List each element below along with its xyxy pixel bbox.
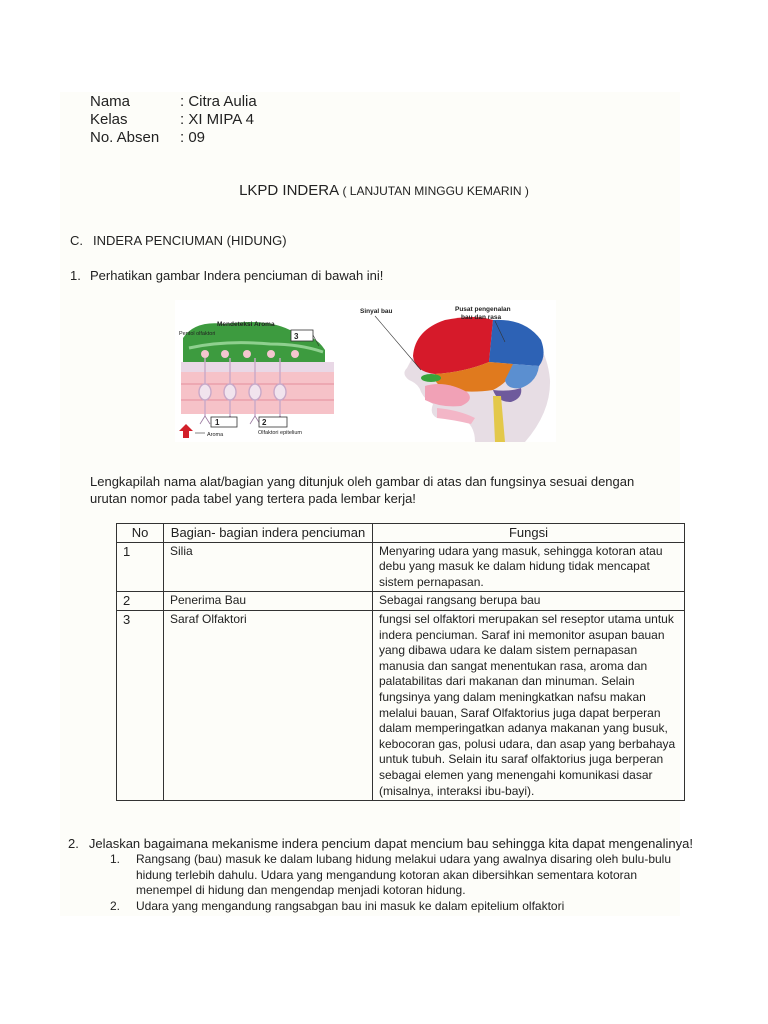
class-label: Kelas xyxy=(90,111,128,128)
section-text: INDERA PENCIUMAN (HIDUNG) xyxy=(93,233,287,248)
section-heading xyxy=(70,233,287,248)
olfactory-epithelium-panel xyxy=(175,300,335,442)
list-item xyxy=(110,899,680,915)
row-no: 3 xyxy=(117,610,164,800)
row-part: Saraf Olfaktori xyxy=(164,610,373,800)
instruction-text: Lengkapilah nama alat/bagian yang ditunjuk oleh gambar di atas dan fungsinya sesuai dengan urutan nomor pada tabel yang tertera pada lembar kerja! xyxy=(90,474,635,506)
answer-text: Rangsang (bau) masuk ke dalam lubang hidung melakui udara yang awalnya disaring oleh bulu-bulu hidung terlebih dahulu. Udara yang mengandung kotoran akan dibersihkan sementara kotoran menempel di hidung dan mengendap menjadi kotoran hidung. xyxy=(136,852,672,897)
name-value: : Citra Aulia xyxy=(180,93,257,110)
figure-box-1: 1 xyxy=(215,418,220,427)
brain-head-panel xyxy=(336,300,556,442)
figure-box-2: 2 xyxy=(262,418,267,427)
row-part: Penerima Bau xyxy=(164,592,373,611)
absen-value: : 09 xyxy=(180,129,206,146)
figure-signal-label: Sinyal bau xyxy=(360,308,393,315)
title-sub: ( LANJUTAN MINGGU KEMARIN ) xyxy=(342,184,529,198)
table-row xyxy=(117,592,685,611)
figure-pentol-label: Pentol olfaktori xyxy=(179,331,216,337)
row-function: Sebagai rangsang berupa bau xyxy=(373,592,685,611)
olfactory-diagram xyxy=(175,300,556,442)
table-row xyxy=(117,542,685,592)
table-header-part: Bagian- bagian indera penciuman xyxy=(164,524,373,543)
list-item xyxy=(110,852,680,899)
worksheet-table xyxy=(116,523,685,801)
row-function: Menyaring udara yang masuk, sehingga kotoran atau debu yang masuk ke dalam hidung tidak mencapat sistem pernapasan. xyxy=(373,542,685,592)
table-header-no: No xyxy=(117,524,164,543)
figure-center-label-2: bau dan rasa xyxy=(461,314,502,321)
olfactory-figure xyxy=(175,300,556,442)
answer-number: 2. xyxy=(110,898,121,913)
figure-epithelium-label: Olfaktori epitelium xyxy=(258,430,303,436)
section-letter: C. xyxy=(70,233,83,248)
question-2-text: Jelaskan bagaimana mekanisme indera pencium dapat mencium bau sehingga kita dapat mengenalinya! xyxy=(88,836,693,851)
row-no: 2 xyxy=(117,592,164,611)
question-2-number: 2. xyxy=(68,836,79,851)
question-1-number: 1. xyxy=(70,268,81,283)
answer-list xyxy=(110,852,680,914)
row-function: fungsi sel olfaktori merupakan sel reseptor utama untuk indera penciuman. Saraf ini memonitor asupan bauan yang dibawa udara ke dalam sistem pernapasan manusia dan sangat menentukan rasa, aroma dan palatabilitas dari makanan dan minuman. Selain fungsinya yang dalam meningkatkan nafsu makan melalui bauan, Saraf Olfaktorius juga dapat berperan dalam memperingatkan adanya makanan yang busuk, kebocoran gas, polusi udara, dan asap yang berbahaya untuk tubuh. Selain itu saraf olfaktorius juga berperan sebagai elemen yang menengahi komunikasi dasar (misalnya, interaksi ibu-bayi). xyxy=(373,610,685,800)
page-title xyxy=(0,182,768,199)
question-1-text: Perhatikan gambar Indera penciuman di bawah ini! xyxy=(90,268,384,283)
class-value: : XI MIPA 4 xyxy=(180,111,254,128)
answer-number: 1. xyxy=(110,852,121,866)
figure-box-3: 3 xyxy=(294,332,299,341)
question-1 xyxy=(70,268,383,283)
answer-text: Udara yang mengandung rangsabgan bau ini masuk ke dalam epitelium olfaktori xyxy=(136,898,565,913)
question-2 xyxy=(68,836,693,851)
table-row xyxy=(117,610,685,800)
table-header-row xyxy=(117,524,685,543)
title-main: LKPD INDERA xyxy=(239,182,339,199)
name-label: Nama xyxy=(90,93,131,110)
row-part: Silia xyxy=(164,542,373,592)
figure-detect-title: Mendeteksi Aroma xyxy=(217,321,275,328)
figure-aroma-label: Aroma xyxy=(207,432,224,438)
absen-label: No. Absen xyxy=(90,129,160,146)
row-no: 1 xyxy=(117,542,164,592)
figure-center-label-1: Pusat pengenalan xyxy=(455,306,511,313)
table-header-function: Fungsi xyxy=(373,524,685,543)
